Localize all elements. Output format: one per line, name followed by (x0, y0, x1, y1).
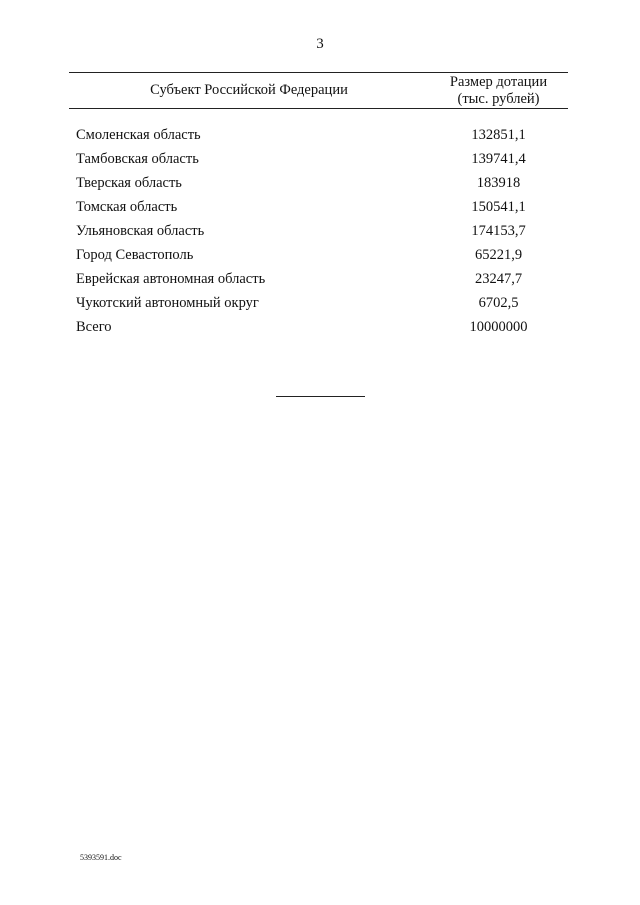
subsidy-amount: 23247,7 (474, 271, 523, 287)
subsidy-amount: 132851,1 (471, 127, 526, 143)
subsidy-amount: 65221,9 (474, 247, 523, 263)
total-amount: 10000000 (469, 319, 528, 335)
subject-name: Чукотский автономный округ (76, 295, 259, 311)
amount-header-line2: (тыс. рублей) (457, 90, 540, 107)
subsidy-amount: 150541,1 (471, 199, 526, 215)
subject-name: Тамбовская область (76, 151, 199, 167)
table-row (76, 219, 568, 243)
total-row (76, 315, 568, 339)
amount-header-line1: Размер дотации (449, 73, 548, 90)
table-row (76, 171, 568, 195)
subject-name: Еврейская автономная область (76, 271, 266, 287)
subsidy-amount: 6702,5 (478, 295, 519, 311)
table-row (76, 195, 568, 219)
subject-name: Тверская область (76, 175, 182, 191)
table-header (69, 72, 568, 109)
end-of-table-rule (276, 396, 365, 397)
subsidy-amount: 183918 (476, 175, 521, 191)
table-row (76, 123, 568, 147)
total-label: Всего (76, 319, 112, 335)
page-number: 3 (316, 36, 324, 52)
table-body (76, 123, 568, 339)
subject-name: Томская область (76, 199, 178, 215)
subject-name: Ульяновская область (76, 223, 205, 239)
subject-name: Смоленская область (76, 127, 201, 143)
table-row (76, 147, 568, 171)
subject-name: Город Севастополь (76, 247, 194, 263)
subsidy-amount: 139741,4 (471, 151, 526, 167)
table-row (76, 243, 568, 267)
table-row (76, 267, 568, 291)
amount-column-header (429, 73, 568, 108)
table-row (76, 291, 568, 315)
subsidy-amount: 174153,7 (471, 223, 526, 239)
subject-column-header: Субъект Российской Федерации (150, 82, 348, 98)
file-reference: 5393591.doc (80, 853, 122, 862)
